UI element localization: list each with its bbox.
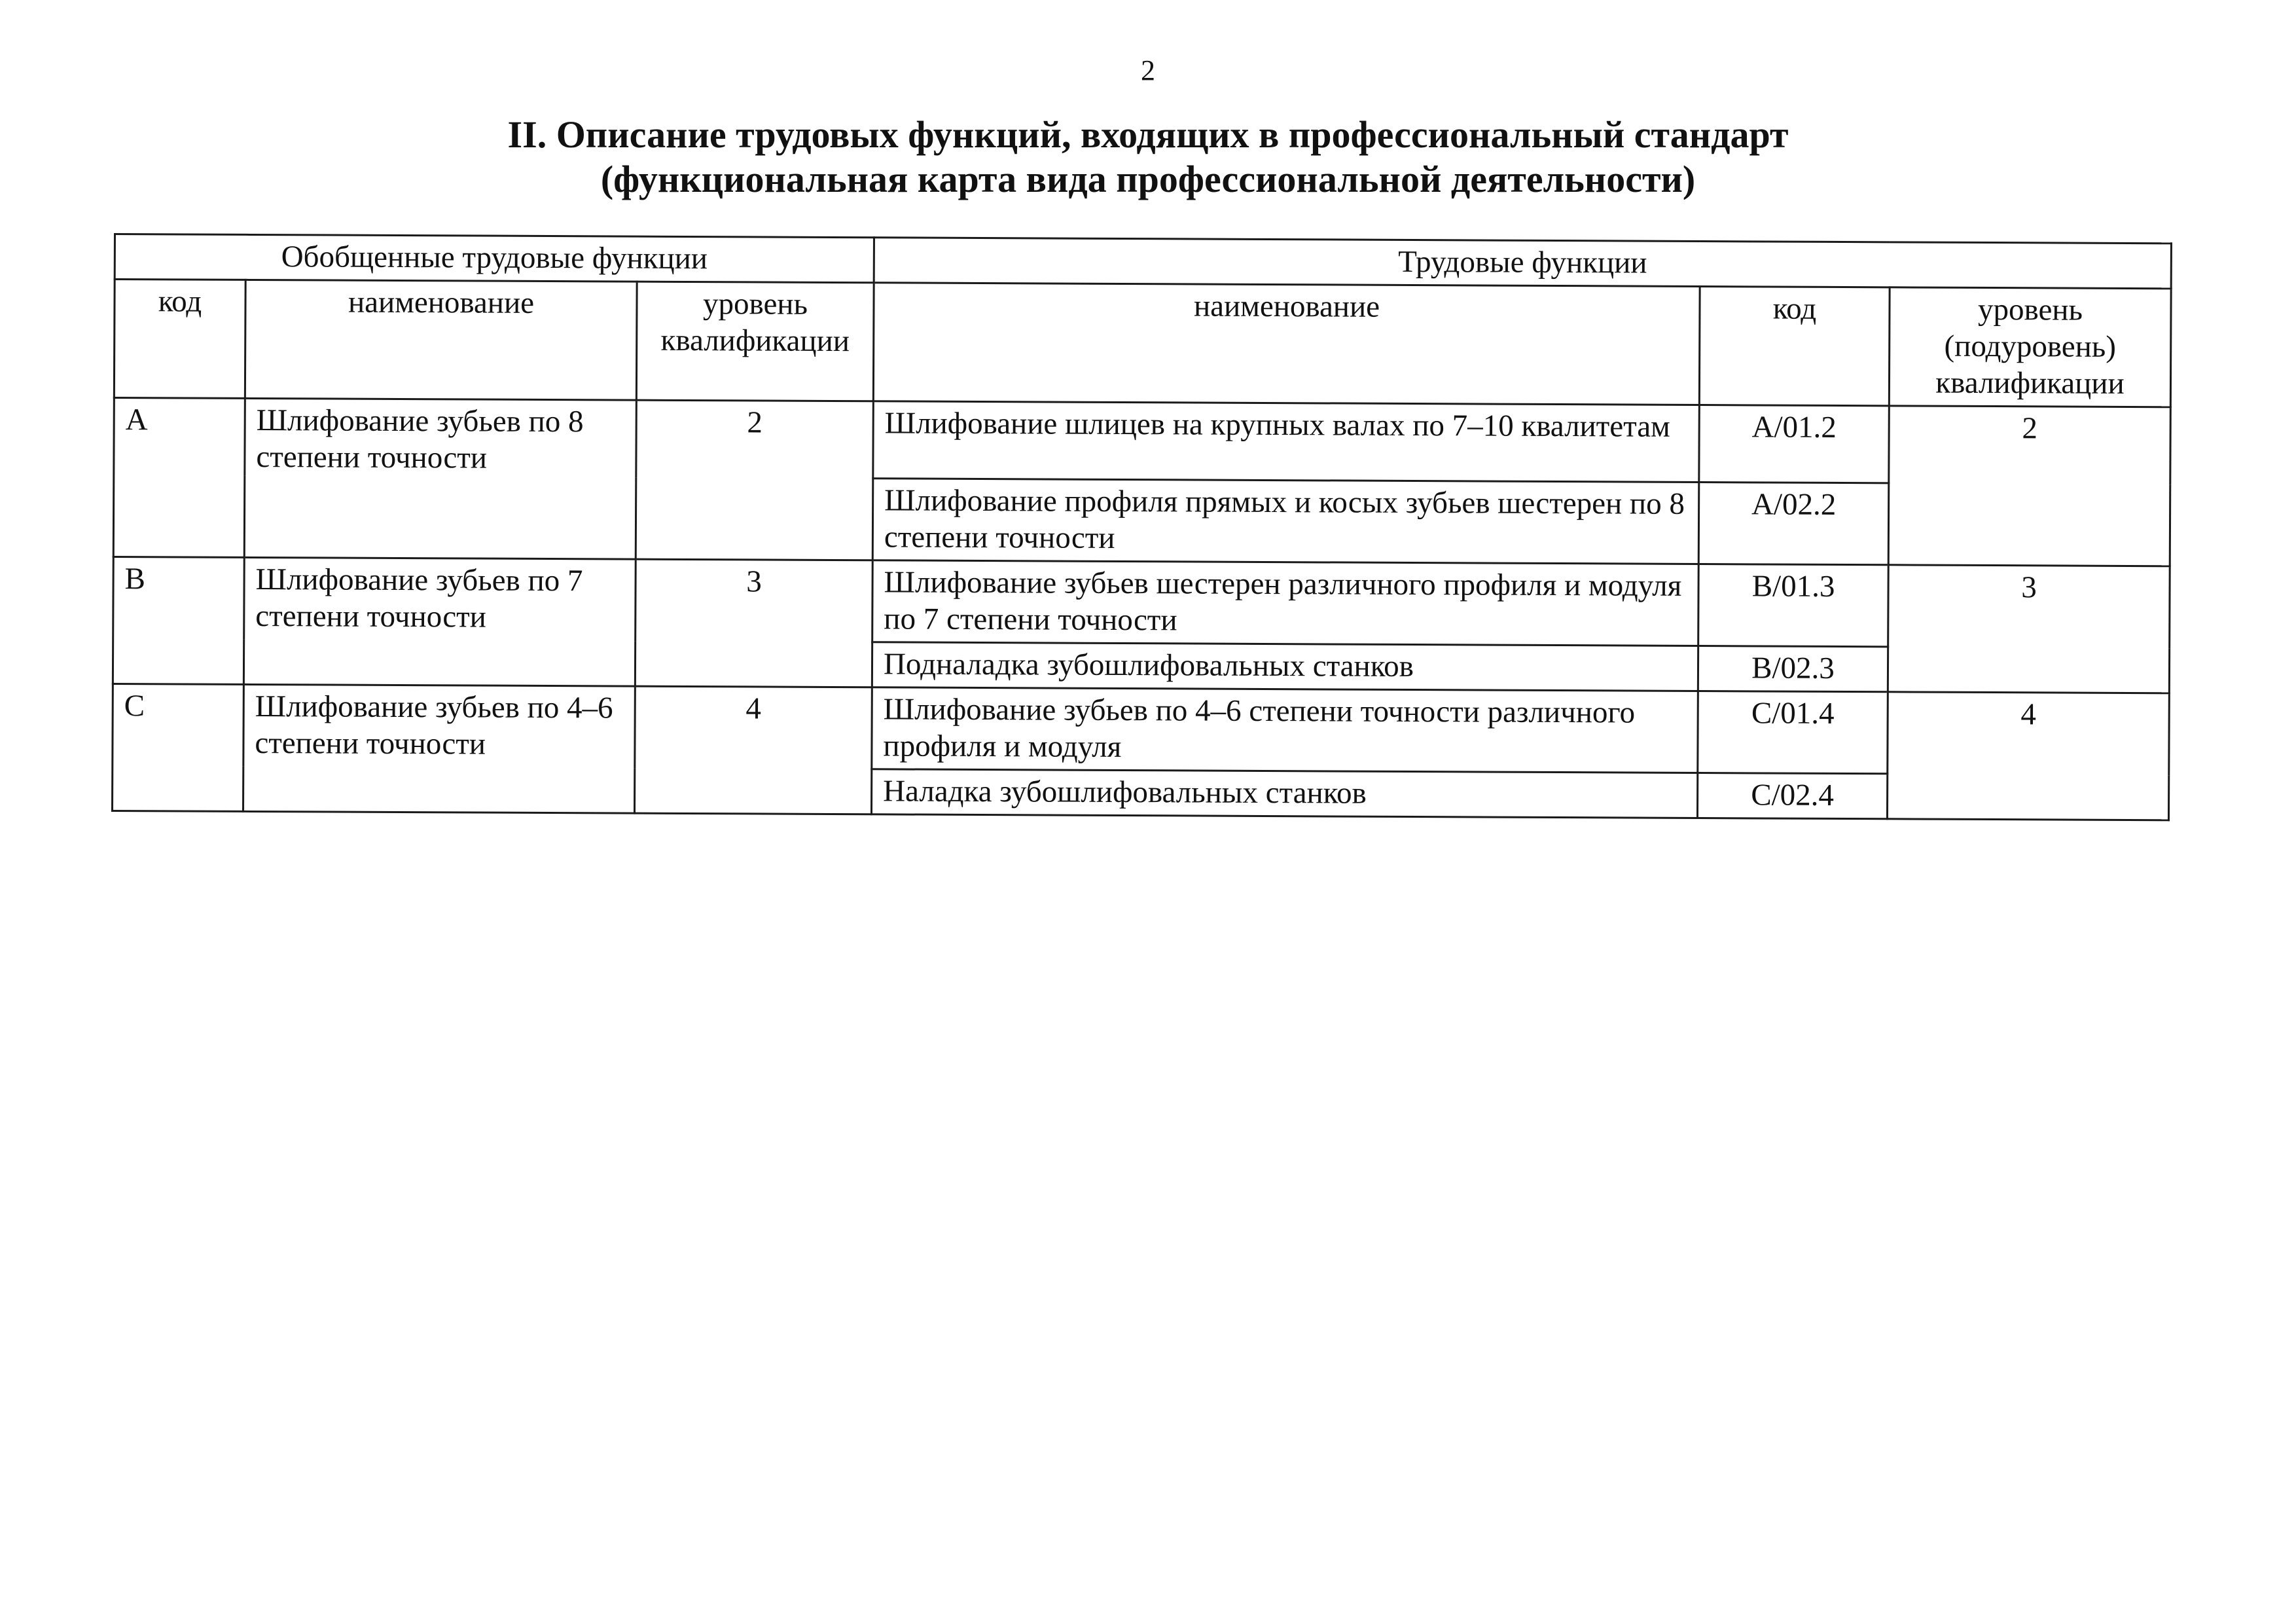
tf-code-c1: С/01.4 [1698,691,1888,773]
gen-level-a: 2 [636,400,873,560]
tf-code-b2: В/02.3 [1698,646,1888,691]
labor-functions-header: Трудовые функции [874,238,2171,289]
tf-name-b1: Шлифование зубьев шестерен различного профиля и модуля по 7 степени точности [872,560,1699,646]
table-row [113,557,2170,648]
page-title [0,113,2296,202]
gen-code-a: А [113,398,245,558]
title-line-1: II. Описание трудовых функций, входящих в профессиональный стандарт [507,113,1789,156]
tf-code-c2: С/02.4 [1698,773,1888,818]
table-row [113,684,2170,775]
tf-level-b: 3 [1888,565,2170,693]
gen-level-b: 3 [635,559,872,687]
gen-name-a: Шлифование зубьев по 8 степени точности [244,398,636,559]
gen-name-c: Шлифование зубьев по 4–6 степени точности [243,684,635,813]
tf-code-a2: А/02.2 [1698,482,1889,564]
tf-level-a: 2 [1888,406,2170,566]
table-row [114,398,2171,484]
page-number: 2 [1141,54,1155,86]
tf-level-c: 4 [1887,692,2169,820]
header-tf-code: код [1699,286,1890,405]
column-header-row [114,280,2171,407]
tf-name-a2: Шлифование профиля прямых и косых зубьев шестерен по 8 степени точности [872,479,1699,564]
header-gen-name: наименование [245,280,637,400]
header-gen-level: уровень квалификации [636,282,874,401]
tf-name-c2: Наладка зубошлифовальных станков [872,769,1698,818]
tf-name-c1: Шлифование зубьев по 4–6 степени точности различного профиля и модуля [872,687,1698,773]
gen-name-b: Шлифование зубьев по 7 степени точности [243,557,636,686]
header-tf-level: уровень (подуровень) квалификации [1889,287,2171,407]
tf-code-b1: В/01.3 [1698,564,1889,646]
header-tf-name: наименование [873,283,1700,405]
functional-map-table [111,233,2172,821]
title-line-2: (функциональная карта вида профессиональной деятельности) [600,158,1696,200]
gen-code-c: С [112,684,243,811]
tf-name-b2: Подналадка зубошлифовальных станков [872,642,1698,691]
gen-level-c: 4 [634,686,872,814]
header-gen-code: код [114,280,245,399]
generalized-functions-header: Обобщенные трудовые функции [115,234,874,283]
tf-name-a1: Шлифование шлицев на крупных валах по 7–10 квалитетам [873,401,1700,483]
tf-code-a1: А/01.2 [1699,405,1890,483]
gen-code-b: В [113,557,244,685]
